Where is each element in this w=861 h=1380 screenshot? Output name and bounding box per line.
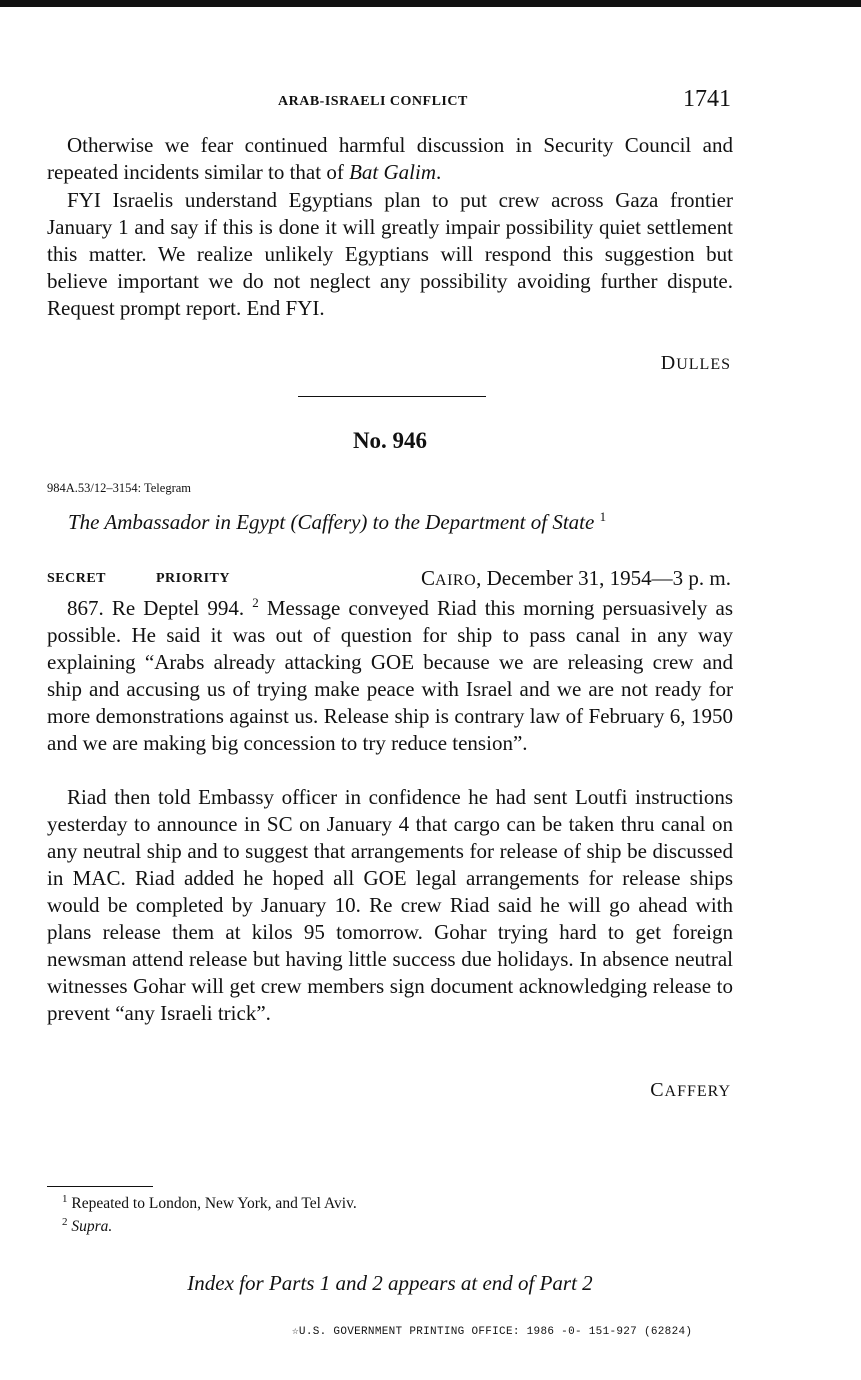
precedence: PRIORITY [156,571,231,586]
document-paragraph-1-start: 867. Re Deptel 994. [67,596,245,620]
document-paragraph-1-rest: Message conveyed Riad this morning persuasively as possible. He said it was out of question for ship to pass canal in any way explaining “Arabs already attacking GOE because we are releasing crew and ship and accusing us of trying make peace with Israel and we are not ready for more demonstrations against us. Release ship is contrary law of February 6, 1950 and we are making big concession to try reduce tension”. [47,596,733,755]
footnote-2 [62,1215,113,1236]
prev-doc-paragraph-2: FYI Israelis understand Egyptians plan to put crew across Gaza frontier January 1 and say if this is done it will greatly impair possibility quiet settlement this matter. We realize unlikely Egyptians will respond this suggestion but believe important we do not neglect any possibility avoiding further dispute. Request prompt report. End FYI. [47,188,733,320]
prev-doc-paragraph-1-text: Otherwise we fear continued harmful discussion in Security Council and repeated incidents similar to that of [47,133,733,184]
prev-doc-paragraph-1 [47,132,733,186]
footnote-1-marker: 1 [62,1192,68,1205]
section-divider [298,396,486,397]
ship-name: Bat Galim [349,160,436,184]
document-paragraph-2: Riad then told Embassy officer in confidence he had sent Loutfi instructions yesterday to announce in SC on January 4 that cargo can be taken thru canal on any neutral ship and to suggest that arrangements for release of ship be discussed in MAC. Riad added he hoped all GOE legal arrangements for release ships would be completed by January 10. Re crew Riad said he will go ahead with plans release them at kilos 95 tomorrow. Gohar trying hard to get foreign newsman attend release but having little success due holidays. In absence neutral witnesses Gohar will get crew members sign document acknowledging release to prevent “any Israeli trick”. [47,785,733,1025]
running-head: ARAB-ISRAELI CONFLICT [278,94,468,109]
footnote-1-text: Repeated to London, New York, and Tel Aviv. [71,1195,357,1212]
dateline [421,566,731,591]
footnote-1 [62,1192,357,1213]
document-paragraph-1 [47,595,733,757]
page-top-edge [0,0,861,7]
document-signature-rest: AFFERY [664,1083,731,1100]
dateline-city-rest: AIRO [435,572,477,589]
document-signature-initial: C [650,1079,665,1101]
document-paragraph-1-footnote-ref: 2 [252,595,259,610]
page-number: 1741 [683,86,731,112]
footnote-2-text: Supra. [71,1218,113,1235]
classification: SECRET [47,571,107,586]
prev-doc-signature-initial: D [660,352,677,374]
document-signature [650,1079,731,1102]
document-title-text: The Ambassador in Egypt (Caffery) to the Department of State [68,510,595,534]
footnote-rule [47,1186,153,1187]
dateline-city-initial: C [421,566,436,590]
printer-imprint: ☆U.S. GOVERNMENT PRINTING OFFICE: 1986 -0- 151-927 (62824) [292,1326,693,1338]
index-note: Index for Parts 1 and 2 appears at end of Part 2 [187,1271,593,1295]
prev-doc-paragraph-1-end: . [436,160,442,184]
prev-doc-signature-rest: ULLES [676,356,731,373]
document-title [68,510,606,535]
document-source: 984A.53/12–3154: Telegram [47,481,192,495]
document-title-footnote-ref: 1 [599,509,607,524]
document-number: No. 946 [352,428,428,453]
prev-doc-signature [661,352,731,375]
footnote-2-marker: 2 [62,1215,68,1228]
dateline-date: , December 31, 1954—3 p. m. [476,566,731,590]
